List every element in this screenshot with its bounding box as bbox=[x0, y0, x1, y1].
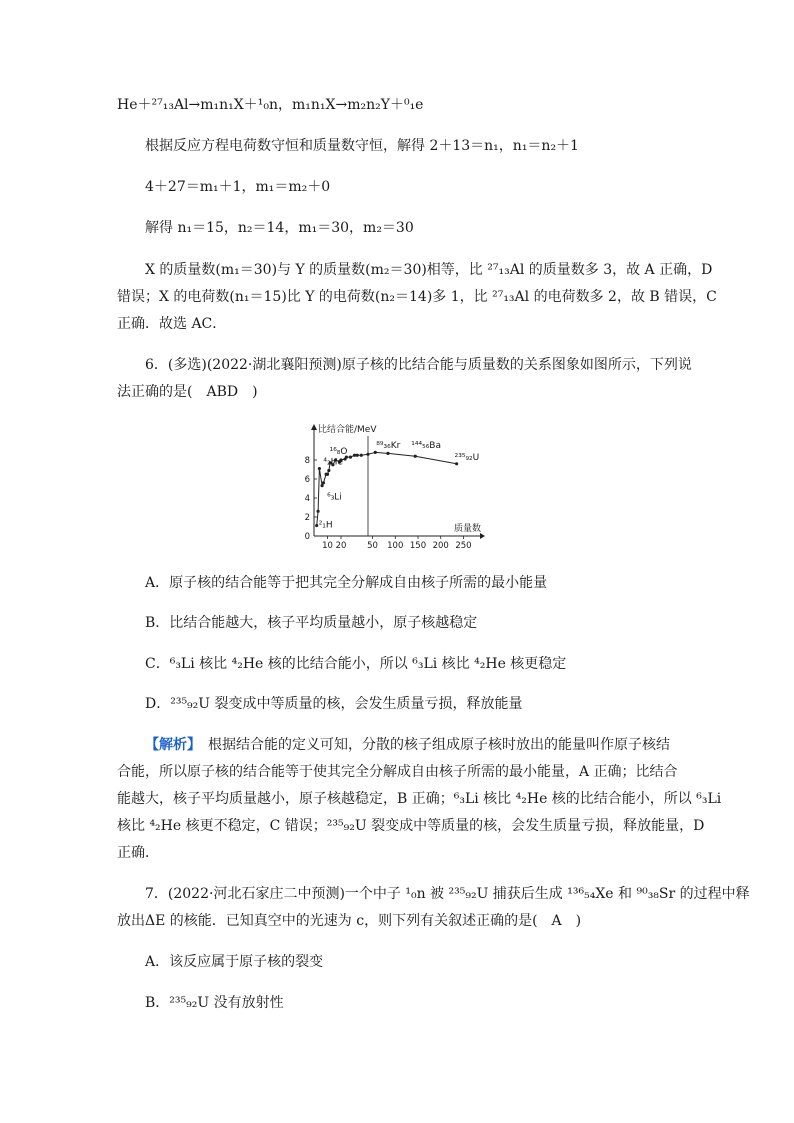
q6-option-d: D．²³⁵₉₂U 裂变成中等质量的核，会发生质量亏损，释放能量 bbox=[145, 696, 523, 712]
q5-analysis-line-2: 错误；X 的电荷数(n₁＝15)比 Y 的电荷数(n₂＝14)多 1，比 ²⁷₁₃Al 的电荷数多 2，故 B 错误，C bbox=[117, 289, 717, 305]
nuclide-label: ²₁H bbox=[318, 520, 333, 531]
y-tick-label: 0 bbox=[304, 532, 310, 542]
x-tick-label: 10 bbox=[322, 541, 333, 551]
y-tick-label: 2 bbox=[304, 513, 310, 523]
q7-stem-line-2: 放出ΔE 的核能．已知真空中的光速为 c，则下列有关叙述正确的是( A ) bbox=[117, 913, 582, 929]
q5-analysis-line-3: 正确．故选 AC． bbox=[117, 316, 227, 332]
y-tick-label: 6 bbox=[304, 475, 310, 485]
solution-line: 解得 n₁＝15，n₂＝14，m₁＝30，m₂＝30 bbox=[145, 220, 414, 236]
q7-option-b: B．²³⁵₉₂U 没有放射性 bbox=[145, 995, 284, 1011]
q6-stem-line-1: 6．(多选)(2022·湖北襄阳预测)原子核的比结合能与质量数的关系图象如图所示，下列说 bbox=[145, 357, 692, 373]
nuclide-label: ¹⁶₈O bbox=[329, 447, 348, 457]
q6-stem-line-2: 法正确的是( ABD ) bbox=[117, 384, 258, 400]
y-tick-label: 8 bbox=[304, 456, 310, 466]
data-point bbox=[349, 456, 352, 459]
q6-analysis-line-5: 正确． bbox=[117, 845, 159, 861]
data-point bbox=[321, 484, 324, 487]
data-point bbox=[374, 451, 377, 454]
q7-option-a: A．该反应属于原子核的裂变 bbox=[145, 954, 324, 970]
data-point bbox=[366, 453, 369, 456]
y-tick-label: 4 bbox=[304, 494, 310, 504]
q6-option-b: B．比结合能越大，核子平均质量越小，原子核越稳定 bbox=[145, 615, 478, 631]
x-tick-label: 50 bbox=[367, 541, 378, 551]
x-axis-title: 质量数 bbox=[454, 524, 482, 534]
x-tick-label: 200 bbox=[432, 541, 449, 551]
q6-analysis-line-1 bbox=[145, 735, 670, 755]
q6-analysis-line-3: 能越大，核子平均质量越小，原子核越稳定，B 正确；⁶₃Li 核比 ⁴₂He 核的比结合能小，所以 ⁶₃Li bbox=[117, 791, 722, 807]
data-point bbox=[327, 469, 330, 472]
q6-option-a: A．原子核的结合能等于把其完全分解成自由核子所需的最小能量 bbox=[145, 575, 548, 591]
data-point bbox=[326, 473, 329, 476]
nuclide-label: ¹⁴⁴₅₆Ba bbox=[411, 441, 442, 452]
q6-analysis-text-1: 根据结合能的定义可知，分散的核子组成原子核时放出的能量叫作原子核结 bbox=[194, 737, 670, 753]
data-point bbox=[386, 452, 389, 455]
data-point bbox=[360, 454, 363, 457]
conservation-line-1: 根据反应方程电荷数守恒和质量数守恒，解得 2＋13＝n₁，n₁＝n₂＋1 bbox=[145, 138, 579, 154]
data-point bbox=[322, 481, 325, 484]
x-tick-label: 100 bbox=[387, 541, 404, 551]
binding-energy-chart bbox=[300, 422, 500, 552]
nuclide-label: ²³⁵₉₂U bbox=[454, 452, 480, 463]
q5-analysis-line-1: X 的质量数(m₁＝30)与 Y 的质量数(m₂＝30)相等，比 ²⁷₁₃Al 的质量数多 3，故 A 正确，D bbox=[145, 262, 713, 278]
data-point bbox=[316, 510, 319, 513]
x-tick-label: 250 bbox=[455, 541, 472, 551]
equation-top: He＋²⁷₁₃Al→m₁n₁X＋¹₀n，m₁n₁X→m₂n₂Y＋⁰₁e bbox=[117, 97, 424, 113]
x-tick-label: 150 bbox=[409, 541, 427, 551]
q7-stem-line-1: 7．(2022·河北石家庄二中预测)一个中子 ¹₀n 被 ²³⁵₉₂U 捕获后生成 ¹³⁶₅₄Xe 和 ⁹⁰₃₈Sr 的过程中释 bbox=[145, 886, 750, 902]
y-axis-arrow bbox=[311, 424, 317, 430]
analysis-tag: 【解析】 bbox=[145, 737, 194, 753]
data-point bbox=[356, 454, 359, 457]
nuclide-label: ⁶₃Li bbox=[327, 492, 342, 503]
q6-analysis-line-4: 核比 ⁴₂He 核更不稳定，C 错误；²³⁵₉₂U 裂变成中等质量的核，会发生质量亏损，释放能量，D bbox=[117, 818, 705, 834]
x-tick-label: 20 bbox=[335, 541, 347, 551]
data-point bbox=[318, 467, 321, 470]
nuclide-label: ⁸⁹₃₆Kr bbox=[376, 441, 401, 452]
conservation-line-2: 4＋27＝m₁＋1，m₁＝m₂＋0 bbox=[145, 179, 331, 195]
y-axis-title: 比结合能/MeV bbox=[318, 425, 377, 435]
data-point bbox=[414, 455, 417, 458]
q6-option-c: C．⁶₃Li 核比 ⁴₂He 核的比结合能小，所以 ⁶₃Li 核比 ⁴₂He 核更稳定 bbox=[145, 656, 567, 672]
q6-analysis-line-2: 合能，所以原子核的结合能等于使其完全分解成自由核子所需的最小能量，A 正确；比结合 bbox=[117, 764, 678, 780]
nuclide-label: ⁴₂He bbox=[323, 457, 343, 468]
